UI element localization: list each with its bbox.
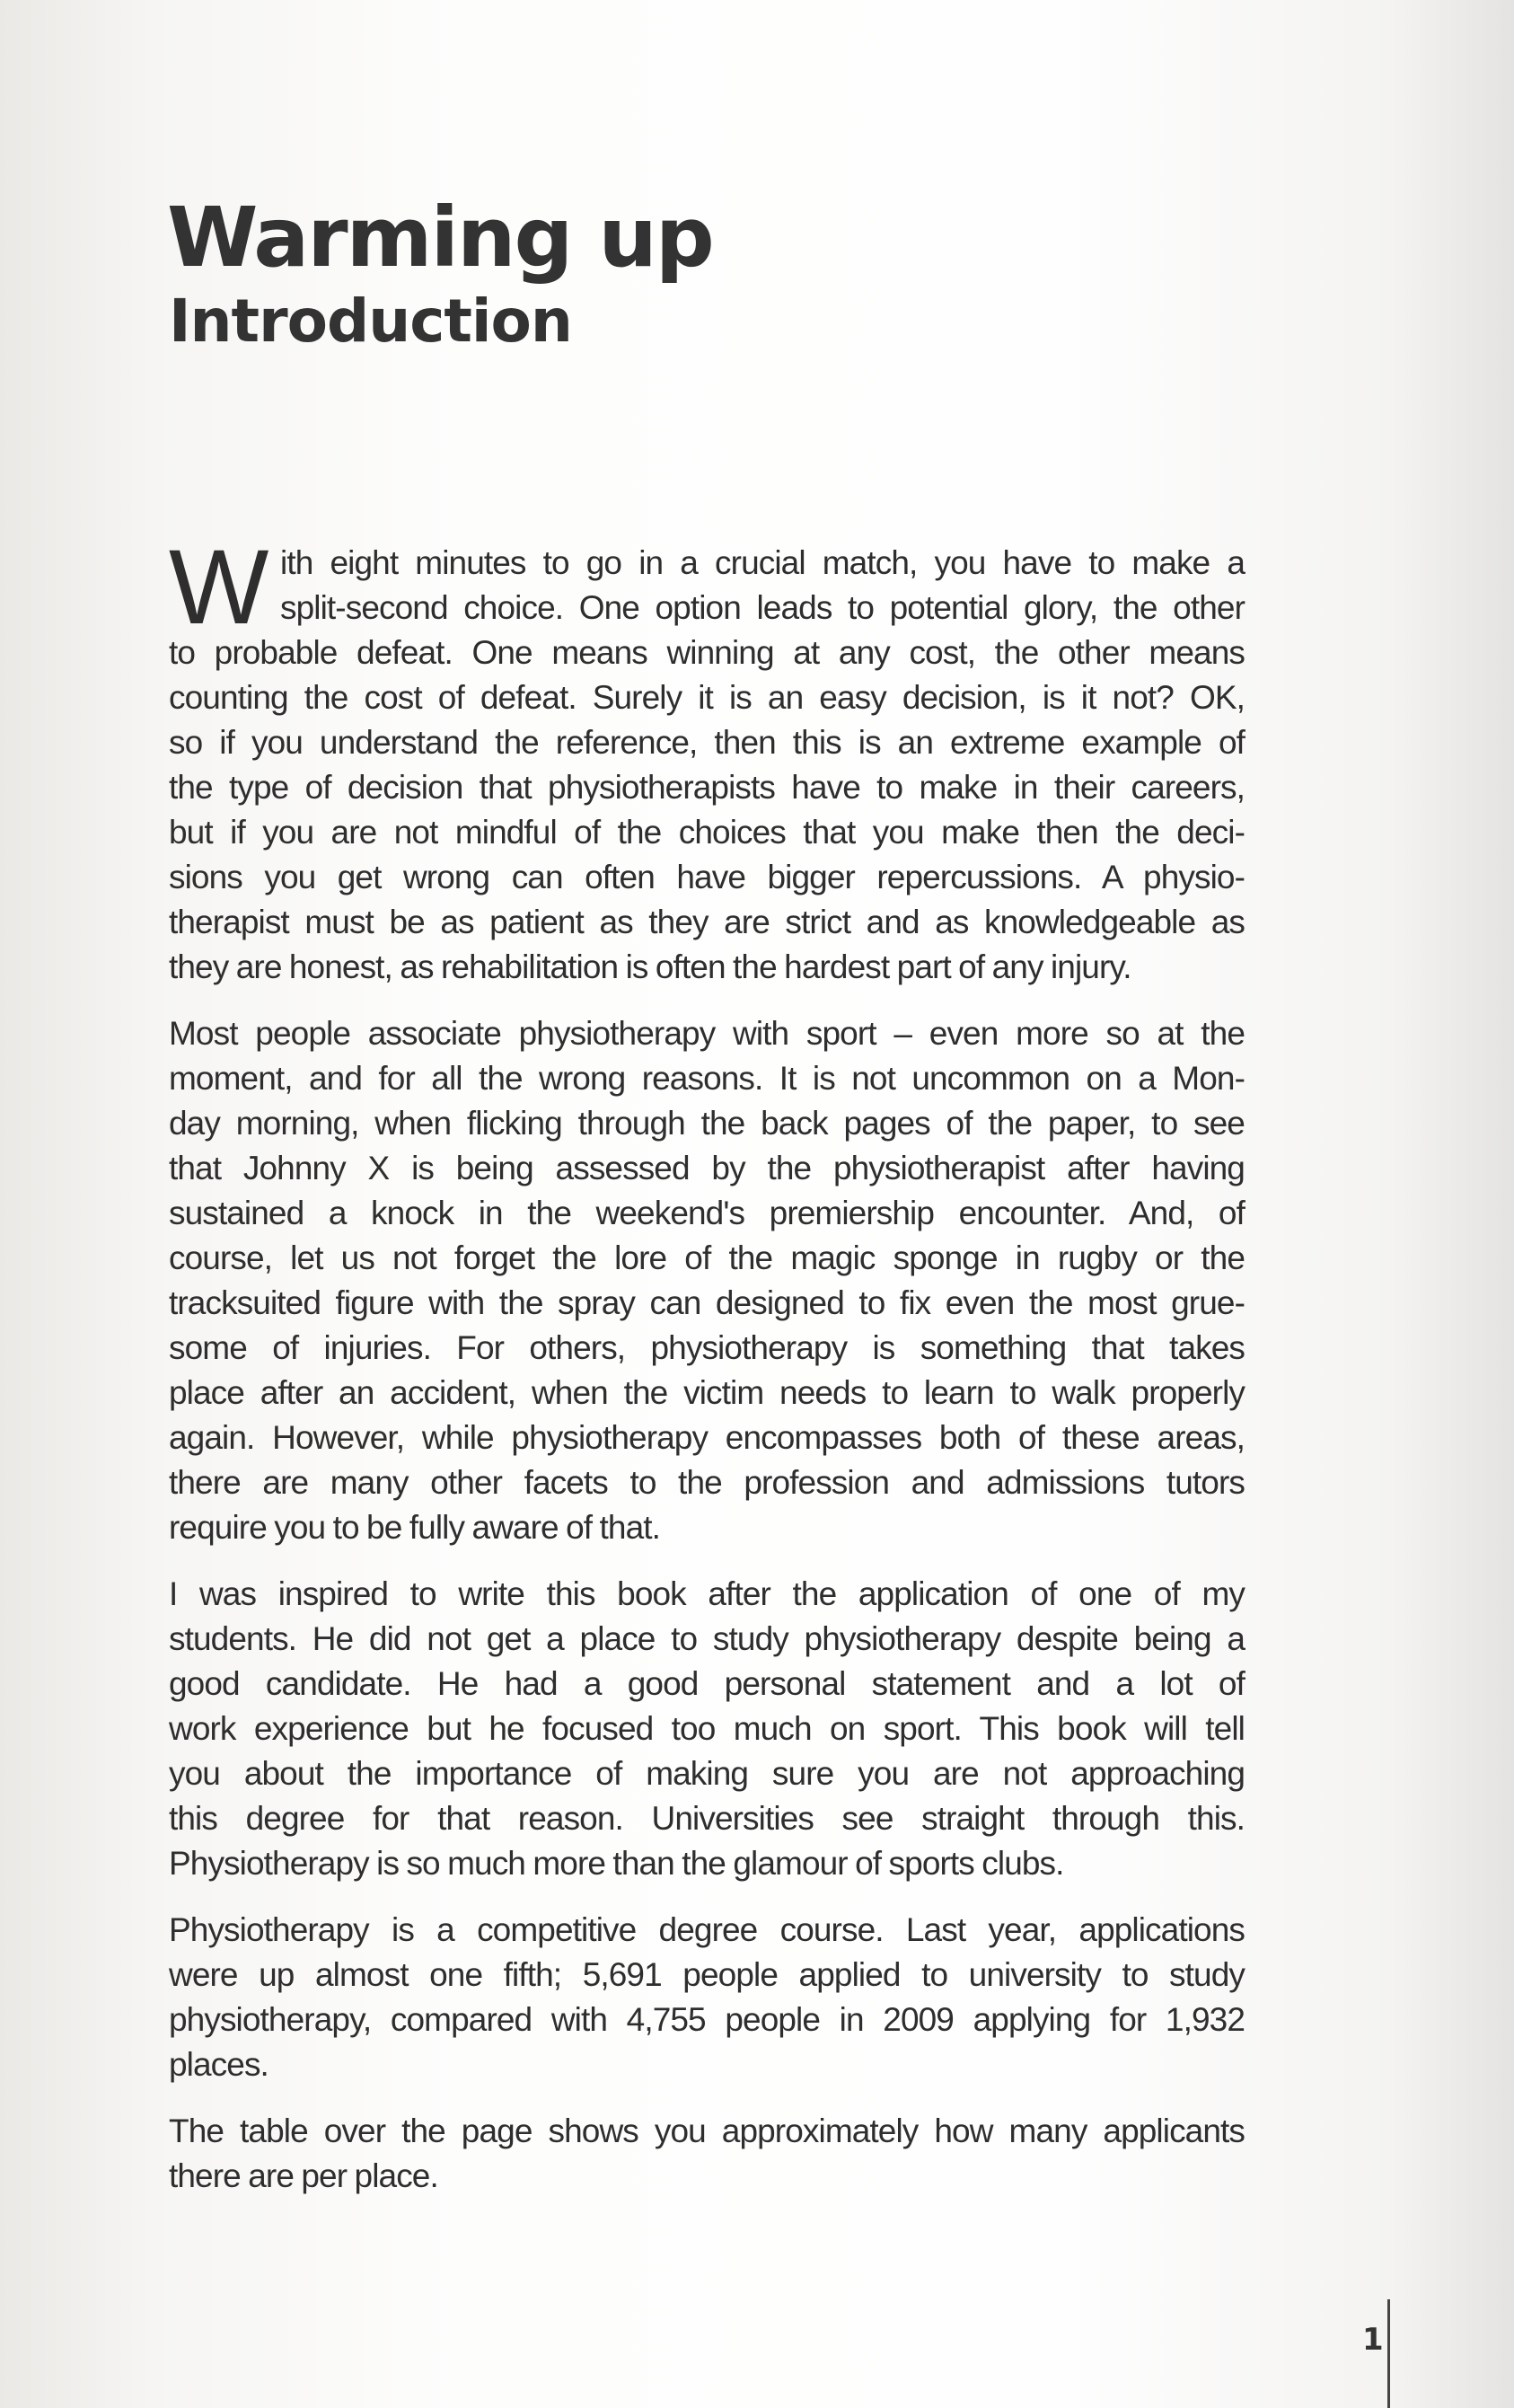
text-line: to probable defeat. One means winning at any cost, the other means bbox=[169, 634, 1245, 671]
text-line: work experience but he focused too much on sport. This book will tell bbox=[169, 1710, 1245, 1747]
text-line: sustained a knock in the weekend's premiership encounter. And, of bbox=[169, 1195, 1245, 1231]
text-line: there are per place. bbox=[169, 2157, 438, 2194]
text-line: require you to be fully aware of that. bbox=[169, 1509, 661, 1546]
paragraph bbox=[169, 1572, 1245, 1886]
text-line: counting the cost of defeat. Surely it is an easy decision, is it not? OK, bbox=[169, 679, 1245, 716]
text-line: physiotherapy, compared with 4,755 people in 2009 applying for 1,932 bbox=[169, 2001, 1245, 2038]
text-line: place after an accident, when the victim needs to learn to walk properly bbox=[169, 1374, 1245, 1411]
text-line: this degree for that reason. Universities see straight through this. bbox=[169, 1800, 1245, 1837]
body-text bbox=[169, 528, 1245, 2220]
text-line: The table over the page shows you approximately how many applicants bbox=[169, 2113, 1245, 2149]
text-line: were up almost one fifth; 5,691 people applied to university to study bbox=[169, 1956, 1245, 1993]
page-number: 1 bbox=[1362, 2322, 1384, 2358]
text-line: ith eight minutes to go in a crucial match, you have to make a bbox=[280, 544, 1245, 581]
text-line: there are many other facets to the profession and admissions tutors bbox=[169, 1464, 1245, 1501]
text-line: some of injuries. For others, physiotherapy is something that takes bbox=[169, 1329, 1245, 1366]
paragraph bbox=[169, 528, 1245, 990]
text-line: you about the importance of making sure you are not approaching bbox=[169, 1755, 1245, 1792]
text-line: good candidate. He had a good personal statement and a lot of bbox=[169, 1665, 1245, 1702]
paragraph bbox=[169, 1011, 1245, 1550]
text-line: moment, and for all the wrong reasons. It is not uncommon on a Mon- bbox=[169, 1060, 1245, 1097]
text-line: course, let us not forget the lore of the magic sponge in rugby or the bbox=[169, 1239, 1245, 1276]
text-line: again. However, while physiotherapy encompasses both of these areas, bbox=[169, 1419, 1245, 1456]
text-line: but if you are not mindful of the choices that you make then the deci- bbox=[169, 814, 1245, 851]
text-line: tracksuited figure with the spray can designed to fix even the most grue- bbox=[169, 1284, 1245, 1321]
text-line: I was inspired to write this book after the application of one of my bbox=[169, 1575, 1245, 1612]
text-line: Physiotherapy is a competitive degree course. Last year, applications bbox=[169, 1911, 1245, 1948]
text-line: Most people associate physiotherapy with sport – even more so at the bbox=[169, 1015, 1245, 1052]
text-line: so if you understand the reference, then this is an extreme example of bbox=[169, 724, 1245, 761]
chapter-title: Warming up bbox=[167, 190, 713, 286]
drop-cap: W bbox=[169, 528, 266, 647]
text-line: students. He did not get a place to study physiotherapy despite being a bbox=[169, 1620, 1245, 1657]
page-number-rule bbox=[1387, 2299, 1390, 2408]
text-line: split-second choice. One option leads to potential glory, the other bbox=[280, 589, 1245, 626]
paragraph bbox=[169, 2109, 1245, 2199]
text-line: therapist must be as patient as they are strict and as knowledgeable as bbox=[169, 904, 1245, 940]
text-line: day morning, when flicking through the back pages of the paper, to see bbox=[169, 1105, 1245, 1142]
section-subtitle: Introduction bbox=[169, 287, 572, 356]
text-line: the type of decision that physiotherapists have to make in their careers, bbox=[169, 769, 1245, 806]
text-line: sions you get wrong can often have bigger repercussions. A physio- bbox=[169, 859, 1245, 895]
paragraph bbox=[169, 1908, 1245, 2087]
text-line: they are honest, as rehabilitation is often the hardest part of any injury. bbox=[169, 948, 1131, 985]
text-line: Physiotherapy is so much more than the glamour of sports clubs. bbox=[169, 1845, 1064, 1882]
text-line: that Johnny X is being assessed by the physiotherapist after having bbox=[169, 1150, 1245, 1186]
text-line: places. bbox=[169, 2046, 268, 2083]
